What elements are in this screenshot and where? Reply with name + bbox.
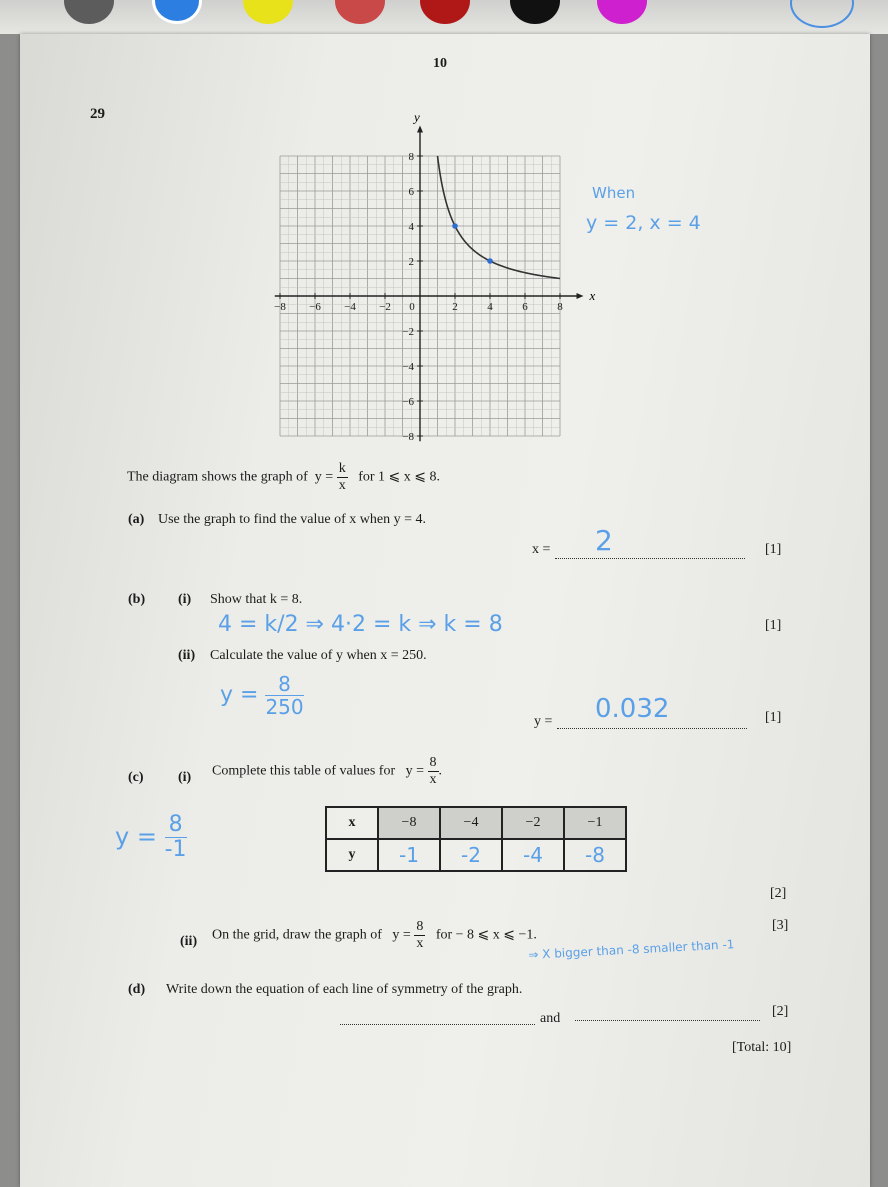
table-cell-x: −4 (440, 807, 502, 839)
graph-point (487, 258, 493, 264)
graph (270, 109, 596, 454)
y-tick-label: −2 (402, 326, 414, 338)
part-c-ii-marks: [3] (772, 918, 789, 933)
x-axis-arrow (577, 293, 584, 299)
part-a-marks: [1] (765, 542, 782, 557)
part-b-ii-answer-line (557, 728, 747, 729)
intro-text: The diagram shows the graph of (127, 469, 308, 485)
handwritten-note-when: When (592, 184, 636, 202)
pen-color-blue[interactable] (152, 0, 202, 24)
x-tick-label: 0 (409, 301, 415, 313)
part-d-and: and (540, 1011, 561, 1026)
y-tick-label: 2 (408, 256, 414, 268)
intro-range: for 1 ⩽ x ⩽ 8. (358, 469, 440, 485)
x-tick-label: 8 (557, 301, 563, 313)
part-b-ii-marks: [1] (765, 710, 782, 725)
intro-line (127, 462, 440, 493)
y-axis-label: y (414, 109, 420, 125)
x-tick-label: −2 (379, 301, 391, 313)
table-cell-x: −8 (378, 807, 440, 839)
part-a-answer-prefix: x = (532, 542, 551, 557)
part-b-i-label: (i) (178, 592, 192, 607)
x-tick-label: −8 (274, 301, 286, 313)
part-a-label: (a) (128, 512, 145, 527)
pen-color-picker[interactable] (790, 0, 854, 28)
part-c-i-marks: [2] (770, 886, 787, 901)
x-tick-label: 4 (487, 301, 493, 313)
part-c-i-question: Complete this table of values for y = $\frac{8}{x}$ . (212, 755, 443, 787)
y-tick-label: 6 (408, 186, 414, 198)
x-tick-label: 6 (522, 301, 528, 313)
part-a-answer[interactable]: 2 (595, 524, 613, 557)
total-marks: [Total: 10] (732, 1040, 792, 1055)
part-d-question: Write down the equation of each line of symmetry of the graph. (166, 982, 523, 997)
table-header-x: x (326, 807, 378, 839)
values-table (325, 806, 627, 872)
part-c-ii-note[interactable]: ⇒ X bigger than -8 smaller than -1 (528, 937, 735, 962)
part-b-ii-label: (ii) (178, 648, 196, 663)
graph-axes (275, 126, 584, 442)
part-d-answer-line-2 (575, 1020, 760, 1021)
table-cell-y[interactable]: -4 (502, 839, 564, 871)
part-a-question: Use the graph to find the value of x when y = 4. (158, 512, 426, 527)
table-cell-x: −1 (564, 807, 626, 839)
part-d-marks: [2] (772, 1004, 789, 1019)
y-tick-label: −6 (402, 396, 414, 408)
pen-color-yellow[interactable] (243, 0, 293, 24)
y-tick-label: −8 (402, 431, 414, 443)
y-tick-label: 4 (408, 221, 414, 233)
y-tick-label: 8 (408, 151, 414, 163)
table-cell-y[interactable]: -2 (440, 839, 502, 871)
part-c-ii-question: On the grid, draw the graph of y = $\frac{8}{x}$ for − 8 ⩽ x ⩽ −1. (212, 919, 537, 951)
handwritten-note-values: y = 2, x = 4 (586, 212, 701, 234)
pen-toolbar (0, 0, 888, 34)
intro-fraction: $\frac{k}{x}$ (338, 461, 346, 493)
pen-color-red[interactable] (335, 0, 385, 24)
table-cell-y[interactable]: -1 (378, 839, 440, 871)
part-b-i-marks: [1] (765, 618, 782, 633)
intro-eq-y: y = (314, 469, 334, 485)
part-c-working[interactable]: y = $\frac{8}{-1}$ (115, 812, 187, 862)
part-b-ii-working[interactable]: y = $\frac{8}{250}$ (220, 672, 304, 719)
part-b-ii-answer-prefix: y = (534, 714, 553, 729)
part-d-label: (d) (128, 982, 146, 997)
part-b-label: (b) (128, 592, 146, 607)
part-d-answer-line-1 (340, 1024, 535, 1025)
y-axis-arrow (417, 126, 423, 133)
pen-color-black[interactable] (510, 0, 560, 24)
table-cell-x: −2 (502, 807, 564, 839)
pen-color-darkred[interactable] (420, 0, 470, 24)
x-tick-label: 2 (452, 301, 458, 313)
worksheet-page (20, 34, 870, 1187)
pen-color-magenta[interactable] (597, 0, 647, 24)
x-tick-label: −4 (344, 301, 356, 313)
x-tick-label: −6 (309, 301, 321, 313)
table-row-x (326, 807, 626, 839)
graph-tick-labels (274, 151, 563, 443)
part-c-i-label: (i) (178, 770, 192, 785)
pen-color-grey[interactable] (64, 0, 114, 24)
part-b-i-question: Show that k = 8. (210, 592, 303, 607)
x-axis-label: x (589, 288, 596, 303)
table-row-y (326, 839, 626, 871)
page-number: 10 (433, 56, 447, 71)
part-b-i-working[interactable]: 4 = k/2 ⇒ 4·2 = k ⇒ k = 8 (218, 612, 503, 637)
part-a-answer-line (555, 558, 745, 559)
part-c-ii-label: (ii) (180, 934, 198, 949)
part-b-ii-answer[interactable]: 0.032 (595, 694, 670, 724)
graph-point (452, 223, 458, 229)
y-tick-label: −4 (402, 361, 414, 373)
table-cell-y[interactable]: -8 (564, 839, 626, 871)
part-c-label: (c) (128, 770, 144, 785)
part-b-ii-question: Calculate the value of y when x = 250. (210, 648, 427, 663)
table-header-y: y (326, 839, 378, 871)
question-number: 29 (90, 106, 105, 122)
